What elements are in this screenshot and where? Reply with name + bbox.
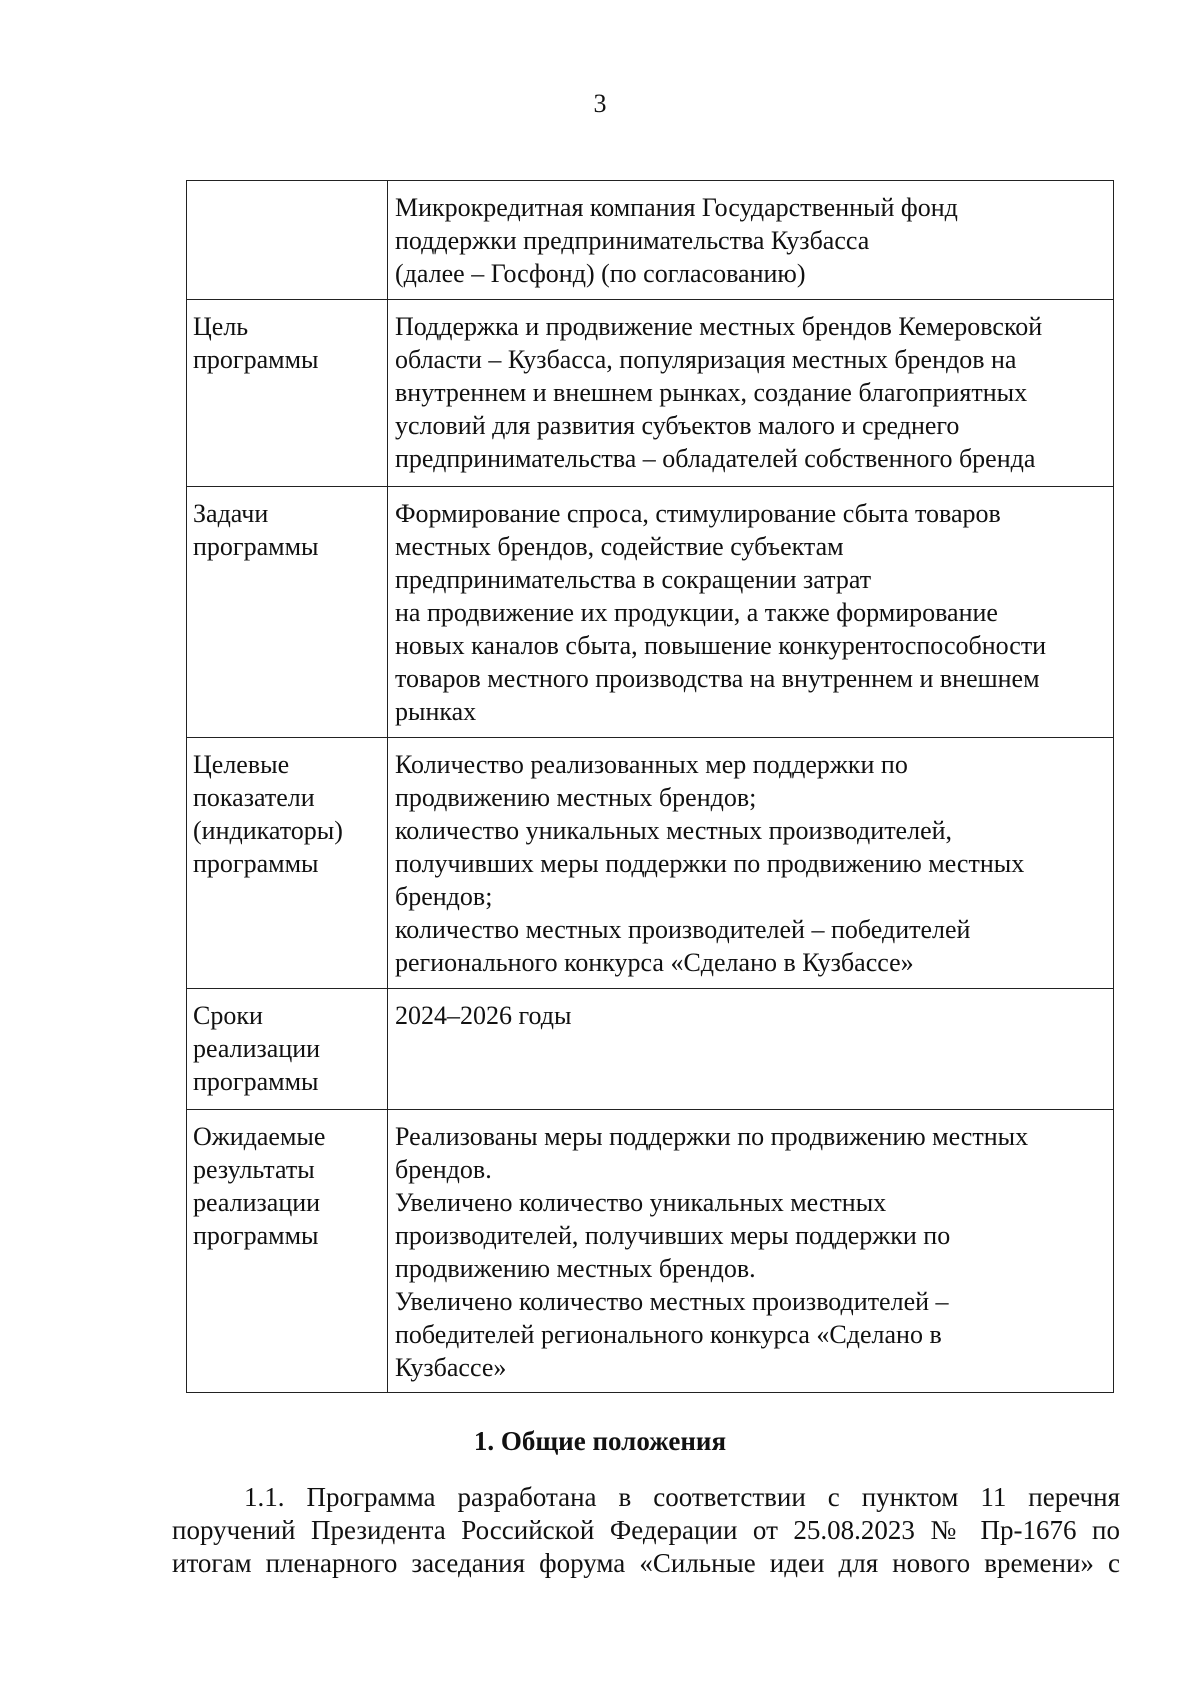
cell-text-line: условий для развития субъектов малого и среднего — [395, 411, 960, 440]
paragraph-line: 1.1. Программа разработана в соответствии с пунктом 11 перечня — [244, 1482, 1120, 1512]
row-label-cell — [187, 181, 388, 300]
table-row-goal — [187, 300, 1114, 487]
row-value-cell — [388, 181, 1114, 300]
cell-text-line: брендов. — [395, 1155, 492, 1184]
cell-label-line: программы — [193, 1221, 319, 1250]
cell-text-line: Количество реализованных мер поддержки по — [395, 750, 908, 779]
cell-text-line: Реализованы меры поддержки по продвижению местных — [395, 1122, 1029, 1151]
table-row-indicators — [187, 738, 1114, 989]
cell-text-line: Увеличено количество местных производителей – — [395, 1287, 949, 1316]
paragraph-line: поручений Президента Российской Федерации от 25.08.2023 № Пр-1676 по — [172, 1515, 1120, 1545]
row-value-cell — [388, 738, 1114, 989]
cell-label-line: Цель — [193, 312, 249, 341]
table-row-institution — [187, 181, 1114, 300]
cell-text-line: продвижению местных брендов; — [395, 783, 757, 812]
cell-text-line: Кузбассе» — [395, 1353, 507, 1382]
row-label-cell — [187, 738, 388, 989]
cell-text-line: товаров местного производства на внутреннем и внешнем — [395, 664, 1040, 693]
cell-text-line: рынках — [395, 697, 477, 726]
paragraph-line: итогам пленарного заседания форума «Сильные идеи для нового времени» с — [172, 1548, 1120, 1578]
page-number: 3 — [593, 89, 607, 118]
cell-text-line: Увеличено количество уникальных местных — [395, 1188, 887, 1217]
row-label-cell — [187, 1110, 388, 1393]
cell-text-line: Микрокредитная компания Государственный фонд — [395, 193, 958, 222]
cell-text-line: регионального конкурса «Сделано в Кузбассе» — [395, 948, 914, 977]
cell-text-line: количество местных производителей – победителей — [395, 915, 971, 944]
cell-label-line: Задачи — [193, 499, 269, 528]
cell-text-line: получивших меры поддержки по продвижению местных — [395, 849, 1025, 878]
cell-text-line: области – Кузбасса, популяризация местных брендов на — [395, 345, 1017, 374]
cell-label-line: программы — [193, 345, 319, 374]
cell-text-line: Формирование спроса, стимулирование сбыта товаров — [395, 499, 1001, 528]
cell-text-line: 2024–2026 годы — [395, 1001, 572, 1030]
row-value-cell — [388, 300, 1114, 487]
table-row-expected-results — [187, 1110, 1114, 1393]
cell-label-line: Ожидаемые — [193, 1122, 326, 1151]
row-label-cell — [187, 487, 388, 738]
cell-text-line: поддержки предпринимательства Кузбасса — [395, 226, 870, 255]
cell-text-line: брендов; — [395, 882, 493, 911]
program-passport-table — [186, 180, 1114, 1393]
table-row-tasks — [187, 487, 1114, 738]
row-value-cell — [388, 487, 1114, 738]
cell-label-line: результаты — [193, 1155, 315, 1184]
cell-text-line: производителей, получивших меры поддержки по — [395, 1221, 951, 1250]
cell-label-line: Целевые — [193, 750, 290, 779]
cell-label-line: программы — [193, 849, 319, 878]
paragraph-body — [172, 1481, 1120, 1580]
cell-text-line: внутреннем и внешнем рынках, создание благоприятных — [395, 378, 1028, 407]
cell-label-line: программы — [193, 532, 319, 561]
cell-text-line: предпринимательства в сокращении затрат — [395, 565, 872, 594]
cell-text-line: (далее – Госфонд) (по согласованию) — [395, 259, 806, 288]
section-heading: 1. Общие положения — [473, 1426, 727, 1456]
row-value-cell — [388, 989, 1114, 1110]
cell-text-line: количество уникальных местных производителей, — [395, 816, 953, 845]
cell-text-line: Поддержка и продвижение местных брендов Кемеровской — [395, 312, 1043, 341]
cell-text-line: победителей регионального конкурса «Сделано в — [395, 1320, 942, 1349]
cell-text-line: предпринимательства – обладателей собственного бренда — [395, 444, 1036, 473]
cell-text-line: новых каналов сбыта, повышение конкурентоспособности — [395, 631, 1047, 660]
cell-label-line: Сроки — [193, 1001, 263, 1030]
cell-label-line: реализации — [193, 1034, 321, 1063]
cell-label-line: (индикаторы) — [193, 816, 343, 845]
row-label-cell — [187, 300, 388, 487]
row-value-cell — [388, 1110, 1114, 1393]
cell-label-line: реализации — [193, 1188, 321, 1217]
cell-text-line: продвижению местных брендов. — [395, 1254, 756, 1283]
row-label-cell — [187, 989, 388, 1110]
cell-label-line: показатели — [193, 783, 315, 812]
cell-label-line: программы — [193, 1067, 319, 1096]
cell-text-line: на продвижение их продукции, а также формирование — [395, 598, 998, 627]
table-row-period — [187, 989, 1114, 1110]
cell-text-line: местных брендов, содействие субъектам — [395, 532, 844, 561]
